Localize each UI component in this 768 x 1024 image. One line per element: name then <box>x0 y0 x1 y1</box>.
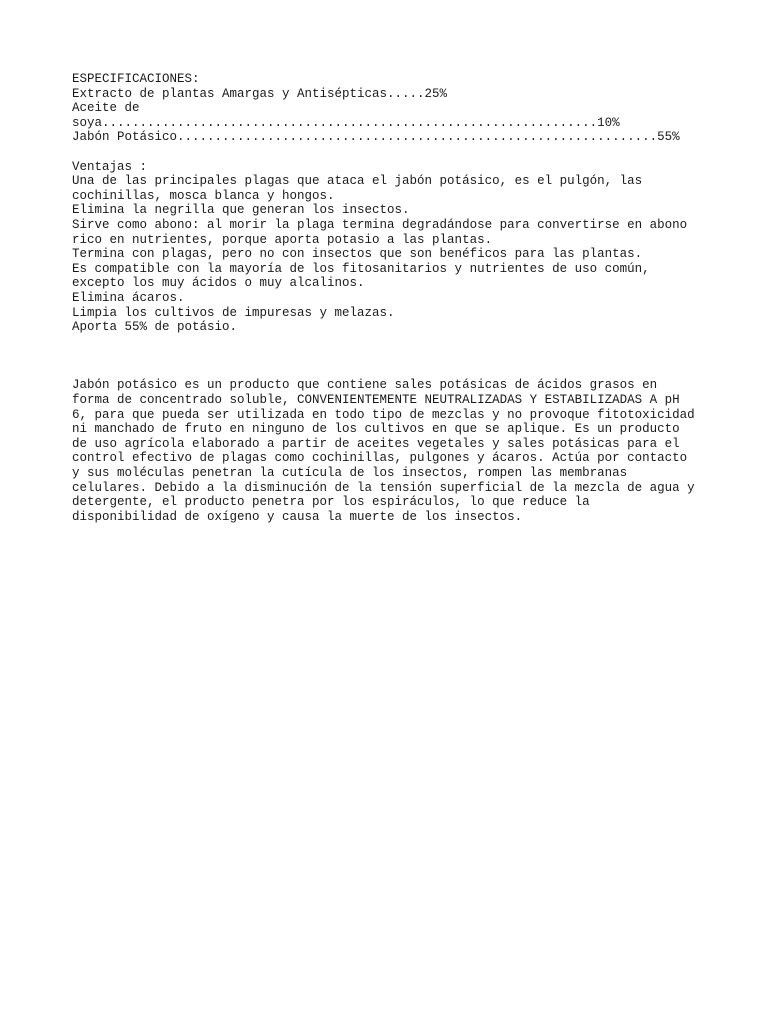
description-line: Jabón potásico es un producto que contiene sales potásicas de ácidos grasos en <box>72 378 658 393</box>
blank-line <box>72 145 712 160</box>
advantage-line: Limpia los cultivos de impuresas y melazas. <box>72 305 395 320</box>
description-line: de uso agrícola elaborado a partir de aceites vegetales y sales potásicas para el <box>72 436 680 451</box>
spec-line: soya..................................................................10% <box>72 115 620 130</box>
spec-line: Aceite de <box>72 101 140 116</box>
advantage-line: Termina con plagas, pero no con insectos que son benéficos para las plantas. <box>72 247 643 262</box>
advantages-heading: Ventajas : <box>72 159 148 174</box>
specifications-section <box>72 72 712 145</box>
description-line: detergente, el producto penetra por los espiráculos, lo que reduce la <box>72 495 590 510</box>
description-line: y sus moléculas penetran la cutícula de los insectos, rompen las membranas <box>72 466 628 481</box>
description-line: forma de concentrado soluble, CONVENIENTEMENTE NEUTRALIZADAS Y ESTABILIZADAS A pH <box>72 393 680 408</box>
advantage-line: Aporta 55% de potásio. <box>72 320 238 335</box>
advantage-line: Sirve como abono: al morir la plaga termina degradándose para convertirse en abono <box>72 217 688 232</box>
advantage-line: rico en nutrientes, porque aporta potasio a las plantas. <box>72 232 493 247</box>
specifications-heading: ESPECIFICACIONES: <box>72 72 200 86</box>
advantage-line: Es compatible con la mayoría de los fitosanitarios y nutrientes de uso común, <box>72 261 650 276</box>
description-line: 6, para que pueda ser utilizada en todo tipo de mezclas y no provoque fitotoxicidad <box>72 407 695 422</box>
description-line: celulares. Debido a la disminución de la tensión superficial de la mezcla de agua y <box>72 480 695 495</box>
description-line: ni manchado de fruto en ninguno de los cultivos en que se aplique. Es un producto <box>72 422 680 437</box>
description-line: disponibilidad de oxígeno y causa la muerte de los insectos. <box>72 509 523 524</box>
description-line: control efectivo de plagas como cochinillas, pulgones y ácaros. Actúa por contacto <box>72 451 688 466</box>
spec-line: Jabón Potásico................................................................55% <box>72 130 680 145</box>
advantage-line: Elimina ácaros. <box>72 290 185 305</box>
advantages-section <box>72 160 712 335</box>
description-section <box>72 378 712 524</box>
advantage-line: cochinillas, mosca blanca y hongos. <box>72 188 335 203</box>
spec-line: Extracto de plantas Amargas y Antisépticas.....25% <box>72 86 448 101</box>
blank-gap <box>72 335 712 379</box>
advantage-line: Una de las principales plagas que ataca el jabón potásico, es el pulgón, las <box>72 174 643 189</box>
advantage-line: excepto los muy ácidos o muy alcalinos. <box>72 276 365 291</box>
advantage-line: Elimina la negrilla que generan los insectos. <box>72 203 410 218</box>
document-page <box>72 72 712 524</box>
